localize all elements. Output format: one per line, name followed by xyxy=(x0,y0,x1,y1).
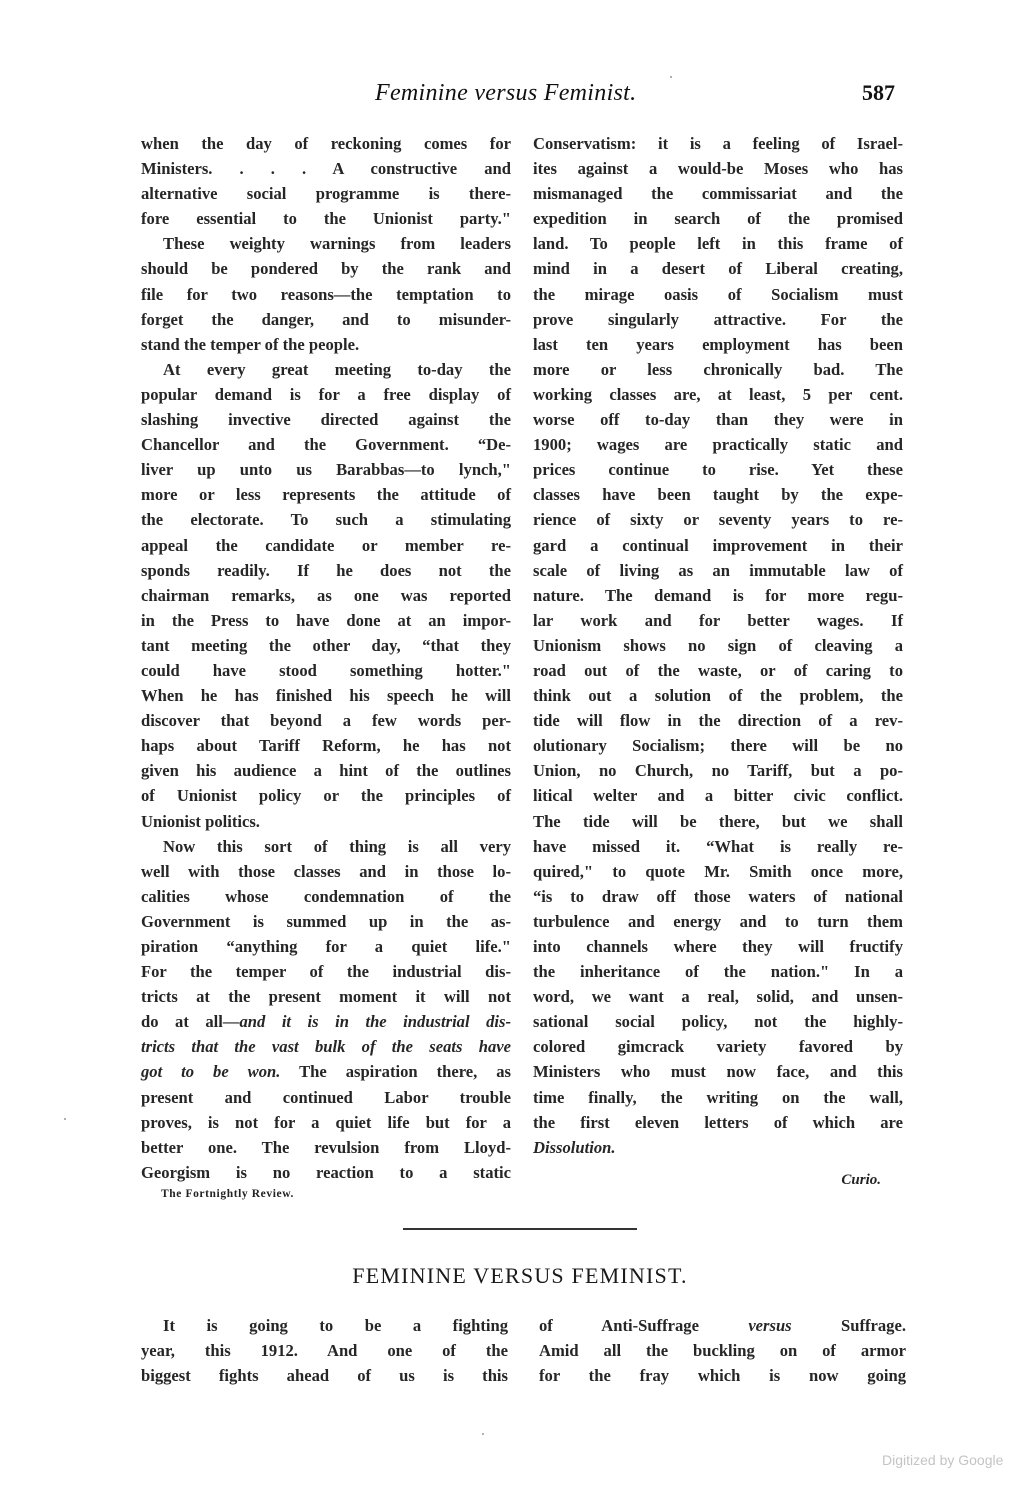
text-line: road out of the waste, or of caring to xyxy=(533,660,903,680)
section-divider xyxy=(403,1228,637,1230)
text-line: Unionist politics. xyxy=(141,811,260,831)
text-line: mismanaged the commissariat and the xyxy=(533,184,903,204)
text-line: mind in a desert of Liberal creating, xyxy=(533,259,903,279)
text-line: tide will flow in the direction of a rev- xyxy=(533,711,903,731)
text-line: At every great meeting to-day the xyxy=(163,359,511,379)
text-line: biggest fights ahead of us is this xyxy=(141,1366,508,1386)
text-line: Ministers who must now face, and this xyxy=(533,1062,903,1082)
italic-fragment: versus xyxy=(748,1316,792,1335)
text-line: quired," to quote Mr. Smith once more, xyxy=(533,861,903,881)
text-fragment: Suffrage. xyxy=(791,1316,906,1335)
source-attribution: The Fortnightly Review. xyxy=(161,1187,294,1200)
italic-fragment: and it is in the industrial dis- xyxy=(239,1012,511,1032)
text-line: gard a continual improvement in their xyxy=(533,535,903,555)
italic-text-line: tricts that the vast bulk of the seats have xyxy=(141,1037,511,1057)
text-line: calities whose condemnation of the xyxy=(141,886,511,906)
text-line: Unionism shows no sign of cleaving a xyxy=(533,635,903,655)
next-article-columns xyxy=(141,1313,906,1388)
text-line: of Unionist policy or the principles of xyxy=(141,786,511,806)
italic-fragment: got to be won. xyxy=(141,1062,281,1082)
text-line: the first eleven letters of which are xyxy=(533,1112,903,1132)
italic-text-line: Dissolution. xyxy=(533,1137,616,1157)
text-line-mixed xyxy=(539,1313,906,1338)
text-line: better one. The revulsion from Lloyd- xyxy=(141,1137,511,1157)
text-line: forget the danger, and to misunder- xyxy=(141,309,511,329)
right-column xyxy=(533,131,903,1203)
text-line: olutionary Socialism; there will be no xyxy=(533,736,903,756)
text-line: present and continued Labor trouble xyxy=(141,1087,511,1107)
text-line: land. To people left in this frame of xyxy=(533,234,903,254)
text-line: Chancellor and the Government. “De- xyxy=(141,435,511,455)
text-line: in the Press to have done at an impor- xyxy=(141,610,511,630)
text-line: proves, is not for a quiet life but for a xyxy=(141,1112,511,1132)
text-line: Union, no Church, no Tariff, but a po- xyxy=(533,761,903,781)
next-article-left-column xyxy=(141,1313,508,1388)
running-title: Feminine versus Feminist. xyxy=(375,80,637,106)
text-line: working classes are, at least, 5 per cent. xyxy=(533,384,903,404)
text-line: Ministers. . . . A constructive and xyxy=(141,159,511,179)
text-line: slashing invective directed against the xyxy=(141,410,511,430)
text-line: haps about Tariff Reform, he has not xyxy=(141,736,511,756)
text-line: more or less chronically bad. The xyxy=(533,359,903,379)
text-line: prices continue to rise. Yet these xyxy=(533,460,903,480)
text-line: prove singularly attractive. For the xyxy=(533,309,903,329)
scan-speck xyxy=(482,1433,484,1435)
text-line: appeal the candidate or member re- xyxy=(141,535,511,555)
text-line: stand the temper of the people. xyxy=(141,334,360,354)
text-line: could have stood something hotter." xyxy=(141,660,511,680)
text-line: classes have been taught by the expe- xyxy=(533,485,903,505)
text-line-mixed xyxy=(141,1009,511,1034)
text-line: into channels where they will fructify xyxy=(533,937,903,956)
paragraph-5 xyxy=(533,131,903,1160)
text-fragment: The aspiration there, as xyxy=(280,1062,511,1082)
paragraph-4 xyxy=(141,834,511,1185)
text-line: turbulence and energy and to turn them xyxy=(533,911,903,931)
next-article-right-column xyxy=(539,1313,906,1388)
text-line: more or less represents the attitude of xyxy=(141,485,511,505)
text-line: the inheritance of the nation." In a xyxy=(533,962,903,982)
article-title: FEMININE VERSUS FEMINIST. xyxy=(352,1263,688,1288)
text-line: Now this sort of thing is all very xyxy=(163,836,511,856)
text-line: worse off to-day than they were in xyxy=(533,410,903,430)
text-line: should be pondered by the rank and xyxy=(141,259,511,279)
text-line: It is going to be a fighting xyxy=(163,1316,508,1335)
text-line: well with those classes and in those lo- xyxy=(141,861,511,881)
text-line: year, this 1912. And one of the xyxy=(141,1341,508,1361)
text-line: sational social policy, not the highly- xyxy=(533,1012,903,1032)
left-column xyxy=(141,131,511,1203)
text-line: alternative social programme is there- xyxy=(141,184,511,204)
text-line: word, we want a real, solid, and unsen- xyxy=(533,987,903,1007)
text-line: nature. The demand is for more regu- xyxy=(533,585,903,605)
text-line: have missed it. “What is really re- xyxy=(533,836,903,856)
author-signature: Curio. xyxy=(841,1171,881,1188)
text-line: time finally, the writing on the wall, xyxy=(533,1087,903,1107)
text-line: sponds readily. If he does not the xyxy=(141,560,511,580)
text-line: for the fray which is now going xyxy=(539,1366,906,1386)
text-line: Amid all the buckling on of armor xyxy=(539,1341,906,1361)
scan-speck xyxy=(64,1118,66,1120)
text-line: Government is summed up in the as- xyxy=(141,911,511,931)
text-line: the electorate. To such a stimulating xyxy=(141,510,511,530)
text-line: scale of living as an immutable law of xyxy=(533,560,903,580)
text-line-mixed xyxy=(141,1059,511,1084)
text-line: popular demand is for a free display of xyxy=(141,384,511,404)
text-fragment: do at all— xyxy=(141,1012,240,1032)
text-line: litical welter and a bitter civic conflict. xyxy=(533,786,903,806)
text-line: given his audience a hint of the outlines xyxy=(141,761,511,781)
scan-speck xyxy=(670,76,672,78)
text-line: piration “anything for a quiet life." xyxy=(141,937,511,956)
text-line: discover that beyond a few words per- xyxy=(141,711,511,731)
paragraph-3 xyxy=(141,357,511,834)
text-line: Georgism is no reaction to a static xyxy=(141,1162,511,1182)
page-number: 587 xyxy=(862,80,895,105)
digitized-watermark: Digitized by Google xyxy=(882,1452,1004,1468)
text-line: liver up unto us Barabbas—to lynch," xyxy=(141,460,511,480)
text-line: when the day of reckoning comes for xyxy=(141,134,511,153)
text-line: When he has finished his speech he will xyxy=(141,686,511,706)
text-line: expedition in search of the promised xyxy=(533,209,903,229)
text-line: rience of sixty or seventy years to re- xyxy=(533,510,903,530)
text-line: These weighty warnings from leaders xyxy=(163,234,511,254)
text-line: file for two reasons—the temptation to xyxy=(141,284,511,304)
text-line: the mirage oasis of Socialism must xyxy=(533,284,903,304)
text-line: last ten years employment has been xyxy=(533,334,903,354)
text-line: For the temper of the industrial dis- xyxy=(141,962,511,982)
text-line: Conservatism: it is a feeling of Israel- xyxy=(533,134,903,153)
text-line: chairman remarks, as one was reported xyxy=(141,585,511,605)
text-line: colored gimcrack variety favored by xyxy=(533,1037,903,1057)
text-line: The tide will be there, but we shall xyxy=(533,811,903,831)
next-article-paragraph-cont xyxy=(539,1313,906,1388)
paragraph-1 xyxy=(141,131,511,231)
next-article-paragraph xyxy=(141,1313,508,1388)
text-line: tant meeting the other day, “that they xyxy=(141,635,511,655)
running-head xyxy=(0,80,1025,112)
article-body-columns xyxy=(141,131,903,1203)
text-line: think out a solution of the problem, the xyxy=(533,686,903,706)
text-line: ites against a would-be Moses who has xyxy=(533,159,903,179)
text-line: 1900; wages are practically static and xyxy=(533,435,903,455)
text-line: tricts at the present moment it will not xyxy=(141,987,511,1007)
text-fragment: of Anti-Suffrage xyxy=(539,1316,749,1335)
text-line: fore essential to the Unionist party." xyxy=(141,209,511,229)
text-line: “is to draw off those waters of national xyxy=(533,886,903,906)
paragraph-2 xyxy=(141,231,511,356)
text-line: lar work and for better wages. If xyxy=(533,610,903,630)
